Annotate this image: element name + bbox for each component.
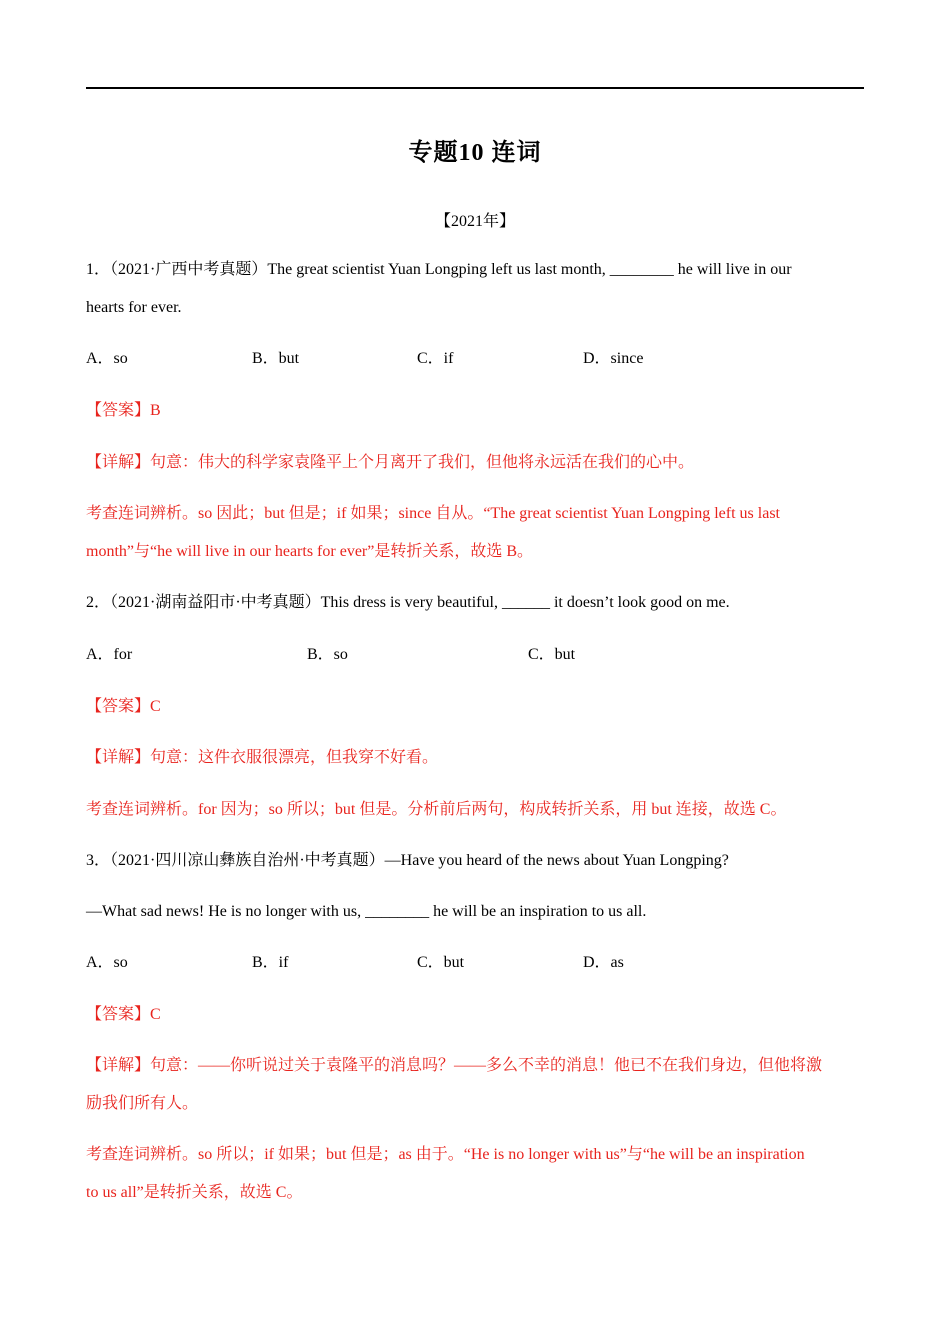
q1-analysis-line1: 考查连词辨析。so 因此；but 但是；if 如果；since 自从。“The great scientist Yuan Longping left us last <box>86 505 780 522</box>
q2-option-b: B．so <box>307 646 348 663</box>
q3-option-a: A．so <box>86 954 128 971</box>
q3-option-d: D．as <box>583 954 624 971</box>
q2-stem-line1: 2．（2021·湖南益阳市·中考真题）This dress is very beautiful, ______ it doesn’t look good on me. <box>86 594 730 611</box>
q1-explain: 【详解】句意：伟大的科学家袁隆平上个月离开了我们，但他将永远活在我们的心中。 <box>86 454 695 471</box>
q2-option-c: C．but <box>528 646 576 663</box>
q1-option-a: A．so <box>86 350 128 367</box>
section-heading: 【2021年】 <box>434 213 515 230</box>
q1-answer: 【答案】B <box>86 402 161 419</box>
q2-answer: 【答案】C <box>86 698 161 715</box>
q2-explain: 【详解】句意：这件衣服很漂亮，但我穿不好看。 <box>86 749 439 766</box>
page-title: 专题10 连词 <box>408 140 542 166</box>
q1-option-b: B．but <box>252 350 300 367</box>
q3-answer: 【答案】C <box>86 1006 161 1023</box>
header-rule <box>86 87 864 89</box>
q3-analysis-line1: 考查连词辨析。so 所以；if 如果；but 但是；as 由于。“He is no longer with us”与“he will be an inspiration <box>86 1146 805 1163</box>
q1-stem-line2: hearts for ever. <box>86 299 182 316</box>
q3-explain-line2: 励我们所有人。 <box>86 1095 199 1112</box>
q2-option-a: A．for <box>86 646 133 663</box>
q3-stem-line2: —What sad news! He is no longer with us, ________ he will be an inspiration to us all. <box>86 903 647 920</box>
q1-stem-line1: 1．（2021·广西中考真题）The great scientist Yuan Longping left us last month, ________ he will live in our <box>86 261 792 278</box>
q3-stem-line1: 3．（2021·四川凉山彝族自治州·中考真题）—Have you heard of the news about Yuan Longping? <box>86 852 729 869</box>
q3-explain-line1: 【详解】句意：——你听说过关于袁隆平的消息吗？——多么不幸的消息！他已不在我们身边，但他将激 <box>86 1057 823 1074</box>
q1-option-c: C．if <box>417 350 454 367</box>
q3-option-c: C．but <box>417 954 465 971</box>
q3-analysis-line2: to us all”是转折关系，故选 C。 <box>86 1184 303 1201</box>
q1-analysis-line2: month”与“he will live in our hearts for ever”是转折关系，故选 B。 <box>86 543 534 560</box>
q3-option-b: B．if <box>252 954 289 971</box>
q1-option-d: D．since <box>583 350 644 367</box>
q2-analysis-line1: 考查连词辨析。for 因为；so 所以；but 但是。分析前后两句，构成转折关系，用 but 连接，故选 C。 <box>86 801 787 818</box>
